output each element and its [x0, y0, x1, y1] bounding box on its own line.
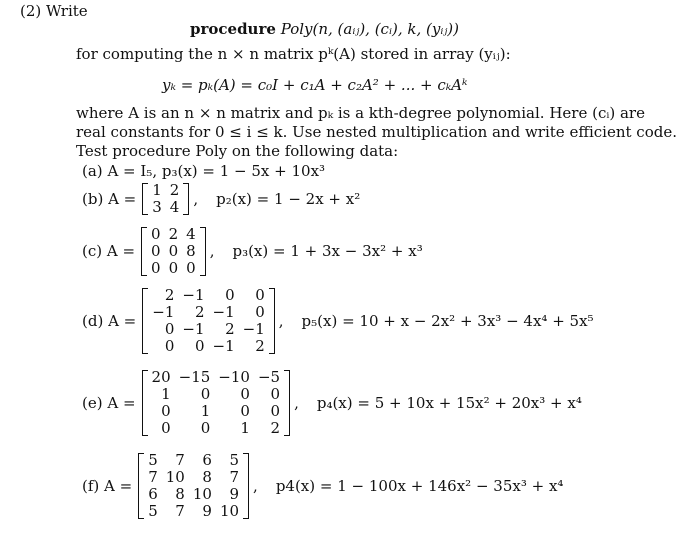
matrix-cell: −10 [218, 368, 250, 386]
case-f-matrix [138, 452, 249, 520]
matrix-cell: 2 [255, 337, 265, 355]
matrix-cell: −1 [182, 320, 205, 338]
matrix-row [148, 420, 285, 437]
matrix-cell: 5 [148, 502, 158, 520]
case-e-label: (e) A = [82, 393, 136, 412]
matrix-cell: 8 [175, 485, 185, 503]
matrix-cell: 8 [186, 242, 196, 260]
matrix-cell: 4 [186, 225, 196, 243]
matrix-cell: 0 [194, 337, 205, 355]
matrix-cell: 0 [161, 419, 171, 437]
matrix-cell: −1 [152, 303, 175, 321]
matrix-cell: 1 [200, 402, 211, 420]
case-c-label: (c) A = [82, 242, 136, 261]
matrix-cell: 0 [164, 320, 175, 338]
matrix-cell: 0 [151, 259, 161, 277]
matrix-cell: 1 [161, 385, 171, 403]
case-a [82, 162, 325, 181]
matrix-cell: 2 [168, 225, 179, 243]
matrix-cell: 0 [151, 242, 161, 260]
comma: , [278, 311, 284, 330]
case-e-poly: p₄(x) = 5 + 10x + 15x² + 20x³ + x⁴ [316, 393, 582, 412]
matrix-cell: −1 [242, 320, 265, 338]
procedure-signature: Poly(n, (aᵢⱼ), (cᵢ), k, (yᵢⱼ)) [280, 20, 459, 38]
matrix-row [148, 338, 269, 355]
matrix-cell: −1 [182, 286, 205, 304]
para-line-1: where A is an n × n matrix and pₖ is a kth-degree polynomial. Here (cᵢ) are [76, 104, 645, 122]
matrix-cell: 2 [169, 181, 180, 199]
formula-line: yₖ = pₖ(A) = c₀I + c₁A + c₂A² + ... + cₖAᵏ [162, 76, 468, 94]
case-f-poly: p4(x) = 1 − 100x + 146x² − 35x³ + x⁴ [275, 476, 564, 495]
problem-index: (2) [20, 2, 42, 20]
matrix-cell: 0 [161, 402, 171, 420]
case-e-matrix [142, 369, 291, 437]
matrix-cell: −1 [212, 337, 235, 355]
matrix-cell: 0 [151, 225, 161, 243]
matrix-cell: 10 [165, 468, 185, 486]
matrix-cell: 0 [240, 385, 250, 403]
case-b-label: (b) A = [82, 189, 137, 208]
matrix-cell: 0 [270, 385, 281, 403]
matrix-cell: 20 [151, 368, 171, 386]
matrix-cell: −15 [178, 368, 211, 386]
matrix-row [144, 469, 243, 486]
matrix-cell: 1 [152, 181, 162, 199]
matrix-cell: 10 [192, 485, 212, 503]
matrix-cell: 0 [186, 259, 196, 277]
case-d-label: (d) A = [82, 311, 137, 330]
matrix-cell: 0 [200, 385, 211, 403]
matrix-cell: 7 [175, 451, 185, 469]
matrix-cell: 5 [148, 451, 158, 469]
matrix-cell: 7 [175, 502, 185, 520]
matrix-cell: 0 [225, 286, 235, 304]
problem-word: Write [46, 2, 88, 20]
matrix-cell: 1 [240, 419, 250, 437]
case-a-label: (a) [82, 162, 103, 180]
matrix-row [144, 503, 243, 520]
case-a-text: A = I₅, p₃(x) = 1 − 5x + 10x³ [107, 162, 326, 180]
matrix-cell: 2 [270, 419, 281, 437]
matrix-cell: 2 [194, 303, 205, 321]
comma: , [193, 189, 199, 208]
matrix-cell: 6 [148, 485, 158, 503]
case-b [82, 182, 360, 216]
para-line-3: Test procedure Poly on the following data: [76, 142, 399, 160]
comma: , [209, 242, 215, 261]
matrix-row [144, 486, 243, 503]
case-c-poly: p₃(x) = 1 + 3x − 3x² + x³ [232, 242, 423, 261]
case-c-matrix [141, 226, 206, 277]
matrix-cell: 8 [202, 468, 212, 486]
matrix-cell: 5 [229, 451, 240, 469]
matrix-row [148, 321, 269, 338]
case-b-matrix [142, 182, 189, 216]
case-b-poly: p₂(x) = 1 − 2x + x² [216, 189, 361, 208]
matrix-cell: 0 [255, 286, 265, 304]
matrix-row [148, 369, 285, 386]
matrix-cell: −5 [257, 368, 281, 386]
case-d-matrix [142, 287, 275, 355]
matrix-cell: 7 [148, 468, 158, 486]
matrix-cell: 0 [240, 402, 250, 420]
matrix-row [148, 287, 269, 304]
case-f-label: (f) A = [82, 476, 133, 495]
matrix-row [147, 226, 200, 243]
procedure-line [190, 20, 459, 39]
matrix-cell: 0 [270, 402, 281, 420]
matrix-row [148, 182, 183, 199]
matrix-cell: 7 [229, 468, 240, 486]
matrix-row [148, 386, 285, 403]
matrix-row [148, 403, 285, 420]
matrix-cell: 0 [168, 242, 179, 260]
intro-line: for computing the n × n matrix pᵏ(A) stored in array (yᵢⱼ): [76, 45, 511, 63]
matrix-cell: 3 [152, 198, 162, 216]
comma: , [253, 476, 258, 495]
matrix-cell: 4 [169, 198, 180, 216]
matrix-cell: 10 [219, 502, 240, 520]
matrix-cell: 0 [255, 303, 265, 321]
matrix-row [147, 260, 200, 277]
matrix-row [148, 199, 183, 216]
procedure-keyword: procedure [190, 20, 276, 38]
matrix-row [144, 452, 243, 469]
matrix-row [147, 243, 200, 260]
problem-number [20, 2, 88, 21]
para-line-2: real constants for 0 ≤ i ≤ k. Use nested multiplication and write efficient code. [76, 123, 677, 141]
case-d [82, 287, 594, 355]
matrix-cell: −1 [212, 303, 235, 321]
matrix-cell: 0 [168, 259, 179, 277]
matrix-row [148, 304, 269, 321]
matrix-cell: 0 [200, 419, 211, 437]
matrix-cell: 9 [229, 485, 240, 503]
case-d-poly: p₅(x) = 10 + x − 2x² + 3x³ − 4x⁴ + 5x⁵ [301, 311, 594, 330]
case-c [82, 226, 423, 277]
matrix-cell: 6 [202, 451, 212, 469]
case-e [82, 369, 582, 437]
matrix-cell: 2 [225, 320, 235, 338]
matrix-cell: 2 [164, 286, 175, 304]
case-f [82, 452, 563, 520]
matrix-cell: 9 [202, 502, 212, 520]
matrix-cell: 0 [164, 337, 175, 355]
comma: , [294, 393, 299, 412]
